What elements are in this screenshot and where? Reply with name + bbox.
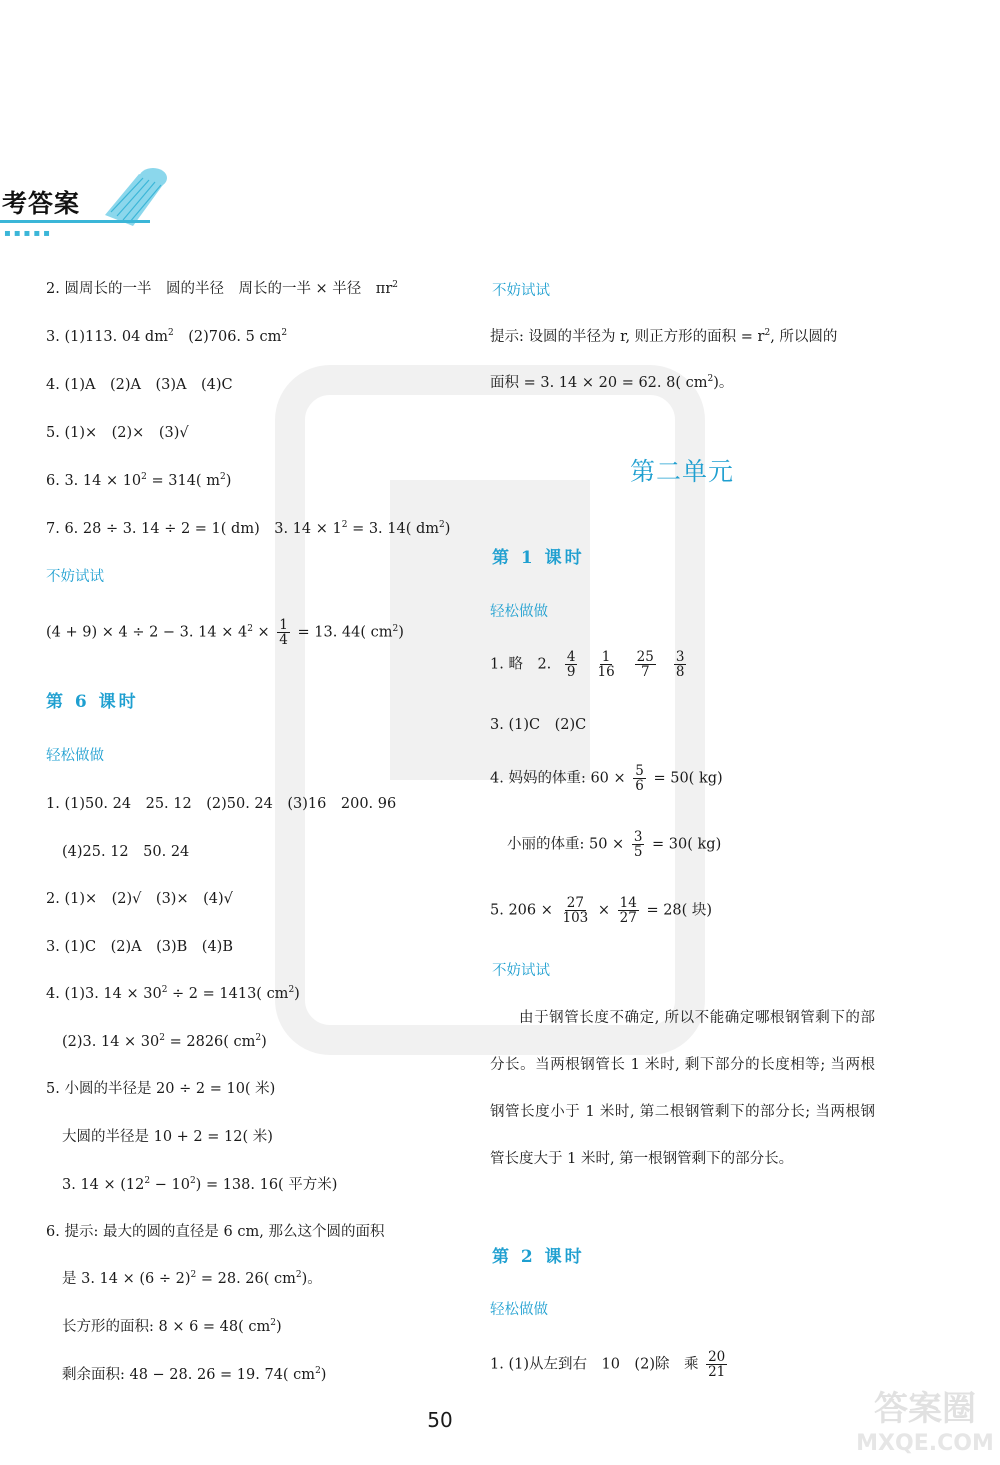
svg-text:答案圈: 答案圈 — [874, 1389, 976, 1429]
denominator: 7 — [640, 664, 650, 681]
answer-6: 6. 3. $14 \times 10^2 = 314$( $m^2$) — [46, 472, 232, 489]
numerator: 1 — [601, 649, 611, 665]
numerator: 4 — [566, 649, 576, 665]
fraction: $\frac{5}{6}$ — [635, 763, 644, 795]
u2-answer-1-2: 1. 略 2. $\frac{4}{9}$ $\frac{1}{16}$ $\frac{25}{7}$ $\frac{3}{8}$ — [490, 650, 695, 679]
l6-answer-5-calc: 3. $14 \times (12^2 - 10^2) = 138$. 16( 平方米) — [62, 1176, 338, 1193]
l2-answer-1: 1. (1)从左到右 10 (2)除 乘 $\frac{20}{21}$ — [490, 1349, 726, 1381]
fraction: $\frac{3}{5}$ — [633, 829, 643, 861]
section-try-it-right-2: 不妨试试 — [492, 963, 550, 979]
lesson-2-heading: 第 2 课时 — [492, 1247, 585, 1267]
page-header — [0, 150, 200, 240]
lesson-6-heading: 第 6 课时 — [46, 692, 139, 712]
fraction: $\frac{14}{27}$ — [619, 895, 637, 927]
svg-text:MXQE.COM: MXQE.COM — [856, 1431, 994, 1456]
l6-answer-6-remain: 剩余面积: 48 − 28. 26 = 19. 74( $cm^2$) — [62, 1366, 327, 1383]
denominator: 16 — [597, 664, 615, 681]
header-dots: ▪▪▪▪▪ — [4, 228, 53, 239]
answer-7: 7. 6. 28 ÷ 3. 14 ÷ 2 = 1( dm) 3. $14 \times 1^2 = 3$. 14( $dm^2$) — [46, 520, 451, 537]
section-easy-practice: 轻松做做 — [46, 748, 104, 764]
l6-answer-6: 6. 提示: 最大的圆的直径是 6 cm, 那么这个圆的面积 — [46, 1224, 385, 1240]
try-it-calc: (4 + 9) × 4 ÷ 2 − 3. $14 \times 4^2$ × $\frac{1}{4}$ = 13. 44( $cm^2$) — [46, 617, 404, 649]
u2-answer-5: 5. 206 × $\frac{27}{103}$ × $\frac{14}{27}$ = 28( 块) — [490, 895, 713, 927]
fraction: $\frac{1}{4}$ — [279, 617, 288, 649]
page-header-title: 考答案 — [2, 189, 81, 218]
fraction-2 — [595, 650, 616, 679]
page-number: 50 — [427, 1408, 453, 1432]
l6-answer-5: 5. 小圆的半径是 20 ÷ 2 = 10( 米) — [46, 1081, 276, 1097]
section-easy-practice-right: 轻松做做 — [490, 604, 548, 620]
u2-answer-4: 4. 妈妈的体重: 60 × $\frac{5}{6}$ = 50( kg) — [490, 763, 723, 795]
l6-answer-4-cont: (2)3. $14 \times 30^2 = 2826$( $cm^2$) — [62, 1033, 267, 1050]
section-try-it: 不妨试试 — [46, 569, 104, 585]
l6-answer-3: 3. (1)C (2)A (3)B (4)B — [46, 939, 233, 955]
fraction: $\frac{27}{103}$ — [562, 895, 589, 927]
denominator: 9 — [566, 664, 576, 681]
fraction-3 — [635, 650, 656, 679]
answer-5: 5. (1)× (2)× (3)√ — [46, 425, 189, 441]
l6-answer-1: 1. (1)50. 24 25. 12 (2)50. 24 (3)16 200. 96 — [46, 796, 397, 812]
fraction: $\frac{20}{21}$ — [708, 1349, 726, 1381]
numerator: 25 — [636, 649, 654, 665]
site-watermark-logo — [855, 1378, 995, 1458]
answer-2: 2. 圆周长的一半 圆的半径 周长的一半 × 半径 $\pi r^2$ — [46, 280, 399, 297]
hint-line-1: 提示: 设圆的半径为 r, 则正方形的面积 = $r^2$, 所以圆的 — [490, 328, 838, 345]
l6-answer-1-cont: (4)25. 12 50. 24 — [62, 844, 190, 860]
numerator: 3 — [675, 649, 685, 665]
section-try-it-right: 不妨试试 — [492, 283, 550, 299]
unit-2-heading: 第二单元 — [630, 457, 735, 486]
l6-answer-6-cont: 是 3. $14 \times (6 \div 2)^2 = 28$. 26( $cm^2$)。 — [62, 1270, 322, 1287]
l6-answer-4: 4. (1)3. $14 \times 30^2 \div 2 = 1413$( $cm^2$) — [46, 985, 300, 1002]
section-easy-practice-right-2: 轻松做做 — [490, 1302, 548, 1318]
answer-3: 3. (1)113. 04 $dm^2$ (2)706. 5 $cm^2$ — [46, 328, 288, 345]
u2-answer-4-cont: 小丽的体重: 50 × $\frac{3}{5}$ = 30( kg) — [507, 829, 722, 861]
fraction-1 — [565, 650, 578, 679]
l6-answer-2: 2. (1)× (2)√ (3)× (4)√ — [46, 891, 233, 907]
explanation-paragraph: 由于钢管长度不确定, 所以不能确定哪根钢管剩下的部分长。当两根钢管长 1 米时, 剩下部分的长度相等; 当两根钢管长度小于 1 米时, 第二根钢管剩下的部分长; 当两根钢管长度大于 1 米时, 第一根钢管剩下的部分长。 — [490, 1010, 875, 1167]
hint-line-2: 面积 = 3. 14 × 20 = 62. 8( $cm^2$)。 — [490, 374, 734, 391]
u2-answer-3: 3. (1)C (2)C — [490, 717, 587, 733]
answer-4: 4. (1)A (2)A (3)A (4)C — [46, 377, 233, 393]
fraction-4 — [674, 650, 687, 679]
lesson-1-heading: 第 1 课时 — [492, 548, 585, 568]
header-underline — [0, 220, 150, 223]
l6-answer-6-rect: 长方形的面积: 8 × 6 = 48( $cm^2$) — [62, 1318, 282, 1335]
denominator: 8 — [675, 664, 685, 681]
l6-answer-5-cont: 大圆的半径是 10 + 2 = 12( 米) — [62, 1129, 273, 1145]
